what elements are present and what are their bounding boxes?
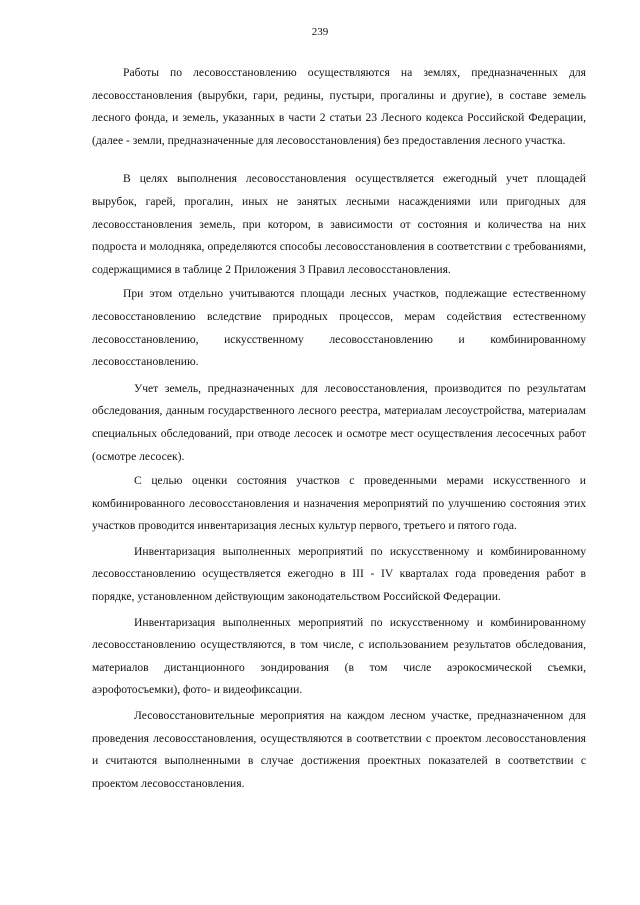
paragraph: Учет земель, предназначенных для лесовосстановления, производится по результатам обследования, данным государственного лесного реестра, материалам лесоустройства, материалам специальных обследований, при отводе лесосек и осмотре мест осуществления лесосечных работ (осмотре лесосек). xyxy=(92,381,586,463)
paragraph: Лесовосстановительные мероприятия на каждом лесном участке, предназначенном для проведения лесовосстановления, осуществляются в соответствии с проектом лесовосстановления и считаются выполненными в случае достижения проектных показателей в соответствии с проектом лесовосстановления. xyxy=(92,709,586,790)
paragraph: Инвентаризация выполненных мероприятий по искусственному и комбинированному лесовосстановлению осуществляется ежегодно в III - IV кварталах года проведения работ в порядке, установленном действующим законодательством Российской Федерации. xyxy=(92,544,586,604)
document-body xyxy=(92,62,586,795)
paragraph: В целях выполнения лесовосстановления осуществляется ежегодный учет площадей вырубок, гарей, прогалин, иных не занятых лесными насаждениями или пригодных для лесовосстановления земель, при котором, в зависимости от состояния и количества на них подроста и молодняка, определяются способы лесовосстановления в соответствии с требованиями, содержащимися в таблице 2 Приложения 3 Правил лесовосстановления. xyxy=(92,172,586,276)
paragraph: Работы по лесовосстановлению осуществляются на землях, предназначенных для лесовосстановления (вырубки, гари, редины, пустыри, прогалины и другие), в составе земель лесного фонда, и земель, указанных в части 2 статьи 23 Лесного кодекса Российской Федерации, (далее - земли, предназначенные для лесовосстановления) без предоставления лесного участка. xyxy=(92,66,586,147)
paragraph: С целью оценки состояния участков с проведенными мерами искусственного и комбинированного лесовосстановления и назначения мероприятий по улучшению состояния этих участков проводится инвентаризация лесных культур первого, третьего и пятого года. xyxy=(92,474,586,533)
paragraph: Инвентаризация выполненных мероприятий по искусственному и комбинированному лесовосстановлению осуществляются, в том числе, с использованием результатов обследования, материалов дистанционного зондирования (в том числе аэрокосмической съемки, аэрофотосъемки), фото- и видеофиксации. xyxy=(92,615,586,697)
page-number: 239 xyxy=(311,26,329,38)
paragraph: При этом отдельно учитываются площади лесных участков, подлежащие естественному лесовосстановлению вследствие природных процессов, мерам содействия естественному лесовосстановлению, искусственному лесовосстановлению и комбинированному лесовосстановлению. xyxy=(92,287,586,369)
